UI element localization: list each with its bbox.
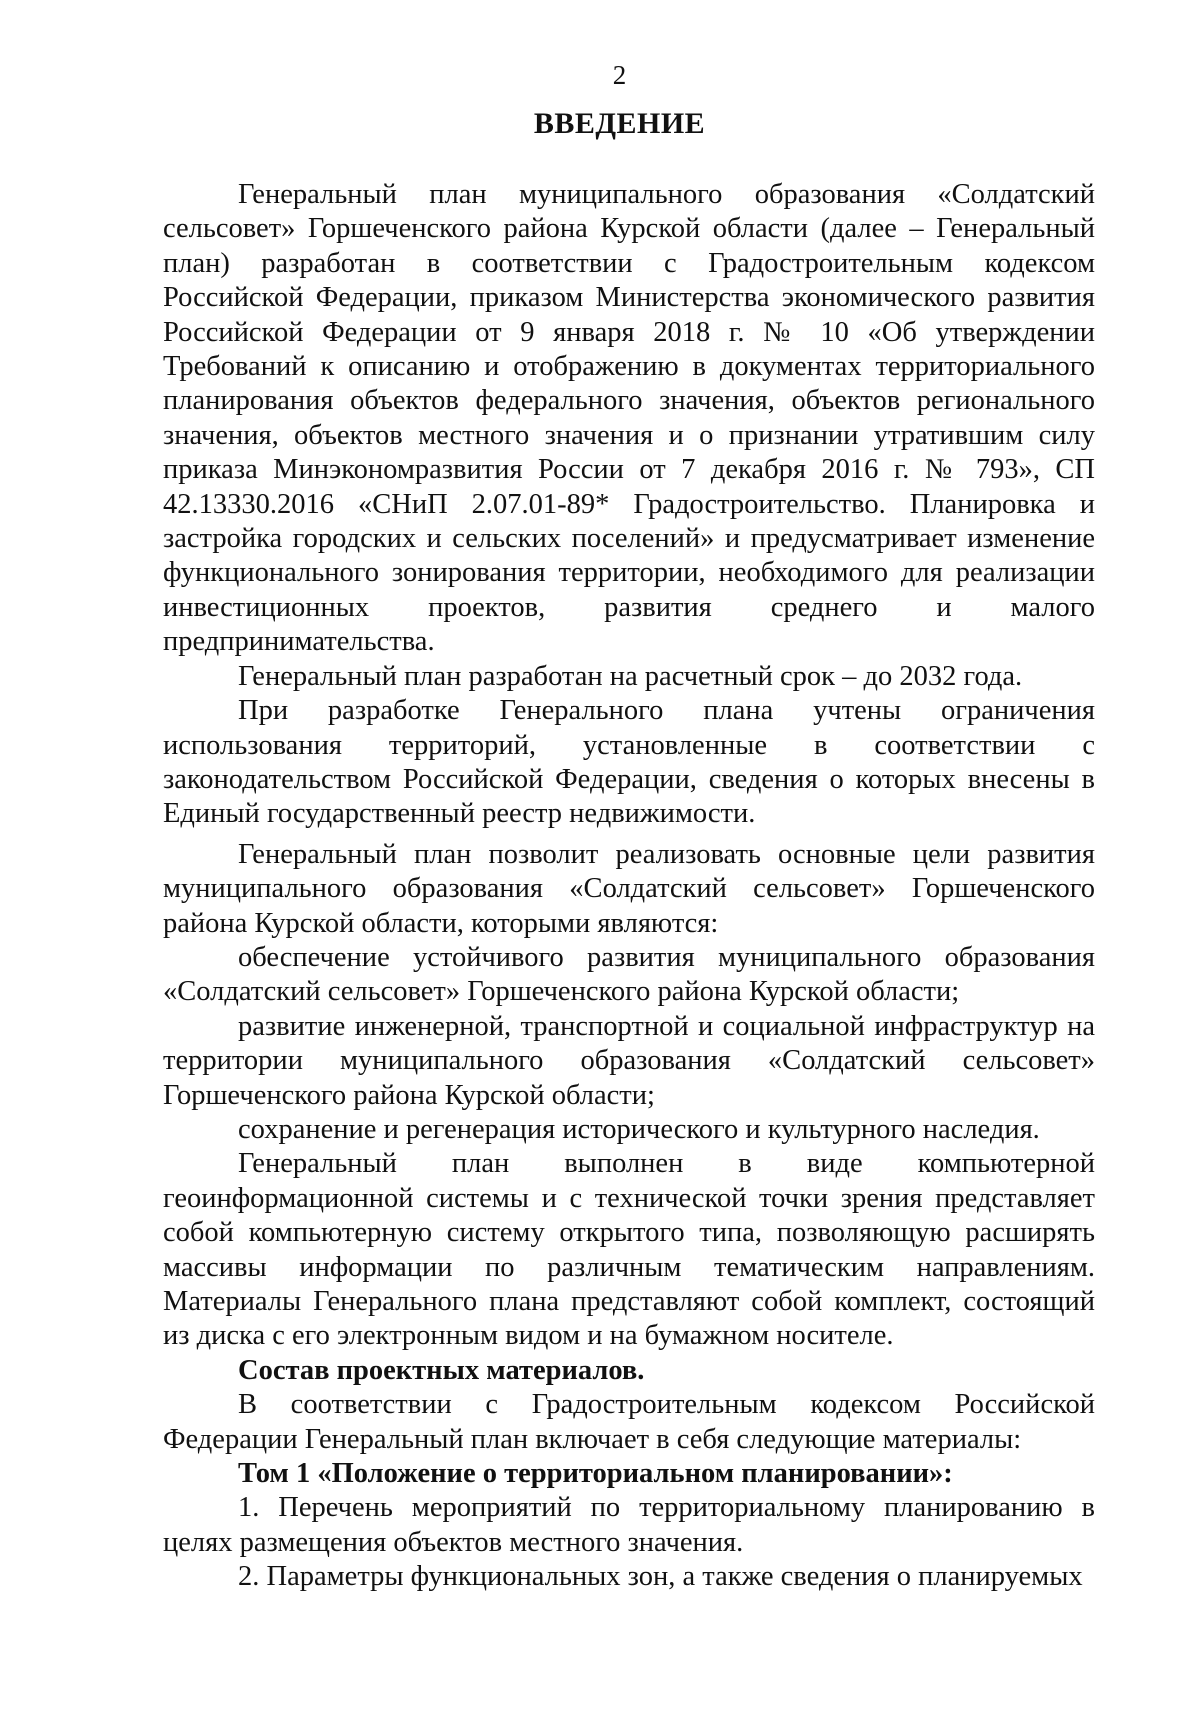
- paragraph-restrictions: При разработке Генерального плана учтены ограничения использования территорий, установленные в соответствии с законодательством Российской Федерации, сведения о которых внесены в Единый государственный реестр недвижимости.: [163, 695, 1095, 830]
- goal-item-heritage: сохранение и регенерация исторического и культурного наследия.: [238, 1113, 1040, 1145]
- goal-item-infrastructure: развитие инженерной, транспортной и социальной инфраструктур на территории муниципального образования «Солдатский сельсовет» Горшеченского района Курской области;: [163, 1010, 1095, 1111]
- page-number: 2: [612, 60, 627, 90]
- goal-item-sustainable-development: обеспечение устойчивого развития муниципального образования «Солдатский сельсовет» Горшеченского района Курской области;: [163, 941, 1095, 1008]
- paragraph-design-term: Генеральный план разработан на расчетный срок – до 2032 года.: [238, 660, 1023, 692]
- section-heading-materials: Состав проектных материалов.: [238, 1354, 645, 1386]
- paragraph-general-plan-basis: Генеральный план муниципального образования «Солдатский сельсовет» Горшеченского района Курской области (далее – Генеральный план) разработан в соответствии с Градостроительным кодексом Российской Федерации, приказом Министерства экономического развития Российской Федерации от 9 января 2018 г. № 10 «Об утверждении Требований к описанию и отображению в документах территориального планирования объектов федерального значения, объектов регионального значения, объектов местного значения и о признании утратившим силу приказа Минэкономразвития России от 7 декабря 2016 г. № 793», СП 42.13330.2016 «СНиП 2.07.01-89* Градостроительство. Планировка и застройка городских и сельских поселений» и предусматривает изменение функционального зонирования территории, необходимого для реализации инвестиционных проектов, развития среднего и малого предпринимательства.: [163, 179, 1095, 658]
- paragraph-gis-format: Генеральный план выполнен в виде компьютерной геоинформационной системы и с технической точки зрения представляет собой компьютерную систему открытого типа, позволяющую расширять массивы информации по различным тематическим направлениям. Материалы Генерального плана представляют собой комплект, состоящий из диска с его электронным видом и на бумажном носителе.: [163, 1148, 1095, 1352]
- list-item-measures: 1. Перечень мероприятий по территориальному планированию в целях размещения объектов местного значения.: [163, 1492, 1095, 1558]
- list-item-zone-parameters: 2. Параметры функциональных зон, а также сведения о планируемых: [238, 1561, 1083, 1593]
- volume-heading: Том 1 «Положение о территориальном планировании»:: [238, 1458, 953, 1490]
- paragraph-goals-intro: Генеральный план позволит реализовать основные цели развития муниципального образования «Солдатский сельсовет» Горшеченского района Курской области, которыми являются:: [163, 838, 1095, 939]
- document-body: [163, 178, 1095, 1595]
- paragraph-materials-list-intro: В соответствии с Градостроительным кодексом Российской Федерации Генеральный план включает в себя следующие материалы:: [163, 1389, 1095, 1455]
- page-title: ВВЕДЕНИЕ: [533, 107, 706, 140]
